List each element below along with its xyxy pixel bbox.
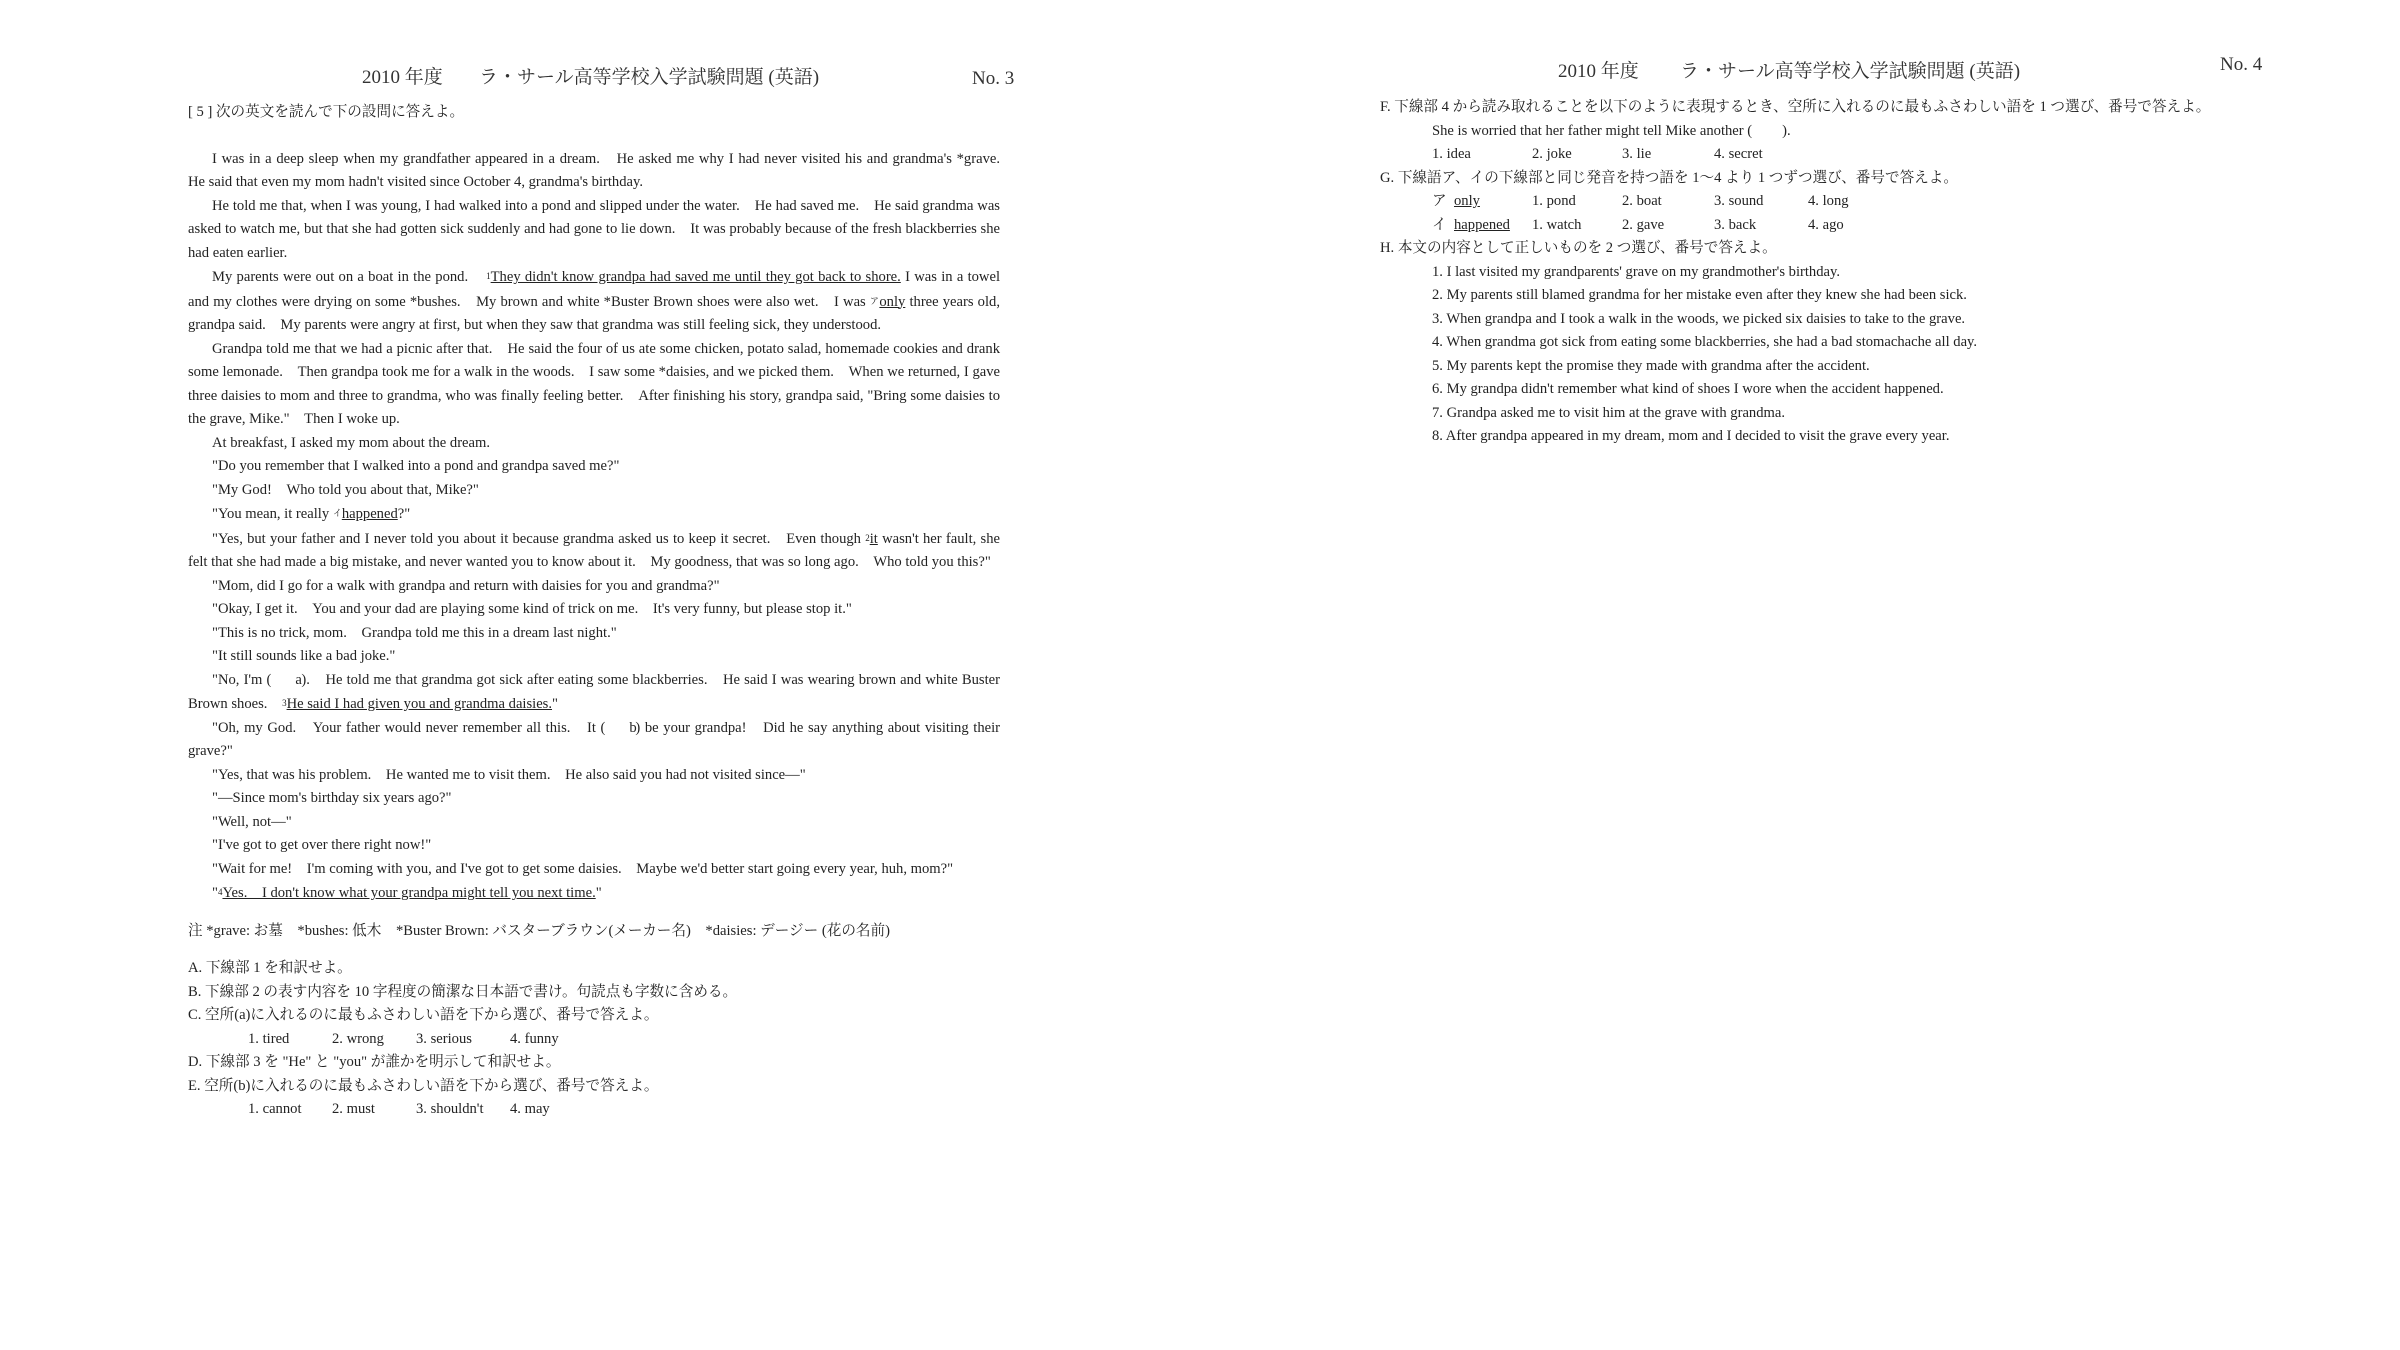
option: 1. cannot <box>248 1101 302 1117</box>
underline-marker-3: 3 <box>282 698 287 708</box>
question-h-item: 3. When grandpa and I took a walk in the woods, we picked six daisies to take to the grave. <box>1432 310 1966 327</box>
underlined-text-1: They didn't know grandpa had saved me until they got back to shore. <box>490 269 901 285</box>
dialogue-line: "Oh, my God. Your father would never remember all this. It ( b) be your grandpa! Did he say anything about visiting their grave?" <box>188 717 1000 764</box>
passage-paragraph: I was in a deep sleep when my grandfather appeared in a dream. He asked me why I had never visited his and grandma's *grave. He said that even my mom hadn't visited since October 4, grandma's birthday. <box>188 150 1015 190</box>
option: 4. may <box>510 1101 550 1117</box>
question-h-item: 5. My parents kept the promise they made with grandma after the accident. <box>1432 357 1870 374</box>
page-number: No. 4 <box>2220 54 2263 75</box>
question-f: F. 下線部 4 から読み取れることを以下のように表現するとき、空所に入れるのに最もふさわしい語を 1 つ選び、番号で答えよ。 <box>1380 99 2211 115</box>
exam-page-4 <box>1340 0 2380 1350</box>
page-header-year: 2010 年度 <box>362 67 443 88</box>
exam-page-3 <box>0 0 1050 1350</box>
question-f-options <box>1380 143 2330 167</box>
dialogue-line: "I've got to get over there right now!" <box>212 837 432 853</box>
underline-marker-a: ア <box>869 295 880 306</box>
section-heading: [ 5 ] 次の英文を読んで下の設問に答えよ。 <box>188 104 465 120</box>
option: 2. wrong <box>332 1030 384 1047</box>
option: 4. long <box>1808 193 1849 209</box>
option: 4. secret <box>1714 146 1763 162</box>
question-h-item: 8. After grandpa appeared in my dream, mom and I decided to visit the grave every year. <box>1432 428 1950 444</box>
option: 4. ago <box>1808 216 1844 233</box>
page-header-year: 2010 年度 <box>1558 61 1639 82</box>
question-c: C. 空所(a)に入れるのに最もふさわしい語を下から選び、番号で答えよ。 <box>188 1007 659 1023</box>
option: 3. shouldn't <box>416 1101 484 1117</box>
question-d: D. 下線部 3 を "He" と "you" が誰かを明示して和訳せよ。 <box>188 1054 561 1070</box>
page-header-title: ラ・サール高等学校入学試験問題 (英語) <box>479 67 820 88</box>
dialogue-line: "It still sounds like a bad joke." <box>212 648 396 664</box>
option: 3. lie <box>1622 146 1652 162</box>
underlined-text-3: He said I had given you and grandma daisies. <box>286 696 553 712</box>
word-happened: happened <box>1454 216 1510 233</box>
word-only: only <box>1454 193 1480 209</box>
question-f-sentence: She is worried that her father might tell Mike another ( ). <box>1432 122 1791 139</box>
dialogue-line: "Do you remember that I walked into a pond and grandpa saved me?" <box>212 458 620 474</box>
underline-marker-1: 1 <box>486 271 491 281</box>
dialogue-line: "$^4$Yes. I don't know what your grandpa might tell you next time." <box>212 885 602 901</box>
page-number: No. 3 <box>972 68 1015 89</box>
dialogue-line: "No, I'm ( a). He told me that grandma got sick after eating some blackberries. He said I was wearing brown and white Buster Brown shoes. $^3$He said I had given you and grandma daisies." <box>188 669 1000 717</box>
option: 4. funny <box>510 1030 559 1047</box>
dialogue-line: "This is no trick, mom. Grandpa told me this in a dream last night." <box>212 624 617 641</box>
question-e: E. 空所(b)に入れるのに最もふさわしい語を下から選び、番号で答えよ。 <box>188 1077 659 1094</box>
vocabulary-notes: 注 *grave: お墓 *bushes: 低木 *Buster Brown: バスターブラウン(メーカー名) *daisies: デージー (花の名前) <box>188 922 890 939</box>
blank-a: a <box>295 671 302 688</box>
dialogue-line: "My God! Who told you about that, Mike?" <box>212 481 479 498</box>
option: 1. watch <box>1532 216 1582 233</box>
dialogue-line: "—Since mom's birthday six years ago?" <box>212 790 452 806</box>
dialogue-line: "Yes, that was his problem. He wanted me to visit them. He also said you had not visited since—" <box>212 766 806 783</box>
reading-passage <box>188 101 1015 1122</box>
question-b: B. 下線部 2 の表す内容を 10 字程度の簡潔な日本語で書け。句読点も字数に含める。 <box>188 983 738 1000</box>
label-i: イ <box>1432 216 1447 233</box>
underline-marker-i: イ <box>332 508 342 518</box>
dialogue-line: At breakfast, I asked my mom about the dream. <box>212 434 491 451</box>
option: 1. tired <box>248 1030 290 1047</box>
question-g-i-row <box>1380 214 2330 238</box>
question-c-options <box>188 1028 1000 1052</box>
question-g: G. 下線語ア、イの下線部と同じ発音を持つ語を 1～4 より 1 つずつ選び、番号で答えよ。 <box>1380 169 1958 186</box>
passage-paragraph: Grandpa told me that we had a picnic after that. He said the four of us ate some chicken, potato salad, homemade cookies and drank some lemonade. Then grandpa took me for a walk in the woods. I saw some *daisies, and we picked them. When we returned, I gave three daisies to mom and three to grandma, who was finally feeling better. After finishing his story, grandpa said, "Bring some daisies to the grave, Mike." Then I woke up. <box>188 340 1000 427</box>
dialogue-line: "Mom, did I go for a walk with grandpa and return with daisies for you and grandma?" <box>212 577 720 594</box>
label-a: ア <box>1432 193 1447 209</box>
question-h: H. 本文の内容として正しいものを 2 つ選び、番号で答えよ。 <box>1380 240 1777 256</box>
dialogue-line: "Well, not—" <box>212 813 292 830</box>
question-h-item: 4. When grandma got sick from eating some blackberries, she had a bad stomachache all day. <box>1432 334 1978 350</box>
option: 2. gave <box>1622 216 1665 233</box>
question-g-a-row <box>1380 190 2330 214</box>
dialogue-line: "Okay, I get it. You and your dad are playing some kind of trick on me. It's very funny, but please stop it." <box>212 601 852 617</box>
passage-paragraph: He told me that, when I was young, I had walked into a pond and slipped under the water. He had saved me. He said grandma was asked to watch me, but that she had gotten sick suddenly and had gone to lie down. It was probably because of the fresh blackberries she had eaten earlier. <box>188 197 1000 261</box>
question-a: A. 下線部 1 を和訳せよ。 <box>188 960 352 976</box>
underlined-text-4: Yes. I don't know what your grandpa might tell you next time. <box>222 885 596 901</box>
underlined-word-a: only <box>879 293 906 310</box>
option: 1. idea <box>1432 146 1471 162</box>
question-e-options <box>188 1098 1000 1122</box>
question-h-item: 2. My parents still blamed grandma for her mistake even after they knew she had been sick. <box>1432 287 1967 303</box>
question-h-item: 7. Grandpa asked me to visit him at the grave with grandma. <box>1432 404 1785 421</box>
dialogue-line: "Wait for me! I'm coming with you, and I've got to get some daisies. Maybe we'd better start going every year, huh, mom?" <box>212 860 954 877</box>
underlined-word-2: it <box>869 530 878 547</box>
option: 3. serious <box>416 1030 472 1047</box>
dialogue-line: "Yes, but your father and I never told you about it because grandma asked us to keep it secret. Even though $^2$it wasn't her fault, she felt that she had made a big mistake, and never wanted you to know about it. My goodness, that was so long ago. Who told you this?" <box>188 530 1000 570</box>
page-header-title: ラ・サール高等学校入学試験問題 (英語) <box>1680 61 2021 82</box>
option: 1. pond <box>1532 193 1576 209</box>
question-h-item: 1. I last visited my grandparents' grave on my grandmother's birthday. <box>1432 263 1840 280</box>
blank-b: b <box>629 719 637 736</box>
option: 3. sound <box>1714 193 1764 209</box>
option: 2. boat <box>1622 193 1662 209</box>
passage-paragraph: My parents were out on a boat in the pond. $^1$They didn't know grandpa had saved me until they got back to shore. I was in a towel and my clothes were drying on some *bushes. My brown and white *Buster Brown shoes were also wet. I was $^ア$only three years old, grandpa said. My parents were angry at first, but when they saw that grandma was still feeling sick, they understood. <box>188 269 1000 333</box>
option: 3. back <box>1714 216 1757 233</box>
dialogue-line: "You mean, it really $^イ$happened?" <box>212 506 411 522</box>
questions-continued <box>1380 96 2330 449</box>
underline-marker-2: 2 <box>865 532 870 543</box>
option: 2. must <box>332 1101 375 1117</box>
underline-marker-4: 4 <box>217 887 223 897</box>
option: 2. joke <box>1532 146 1572 162</box>
question-h-item: 6. My grandpa didn't remember what kind of shoes I wore when the accident happened. <box>1432 381 1944 397</box>
underlined-word-i: happened <box>341 506 398 522</box>
